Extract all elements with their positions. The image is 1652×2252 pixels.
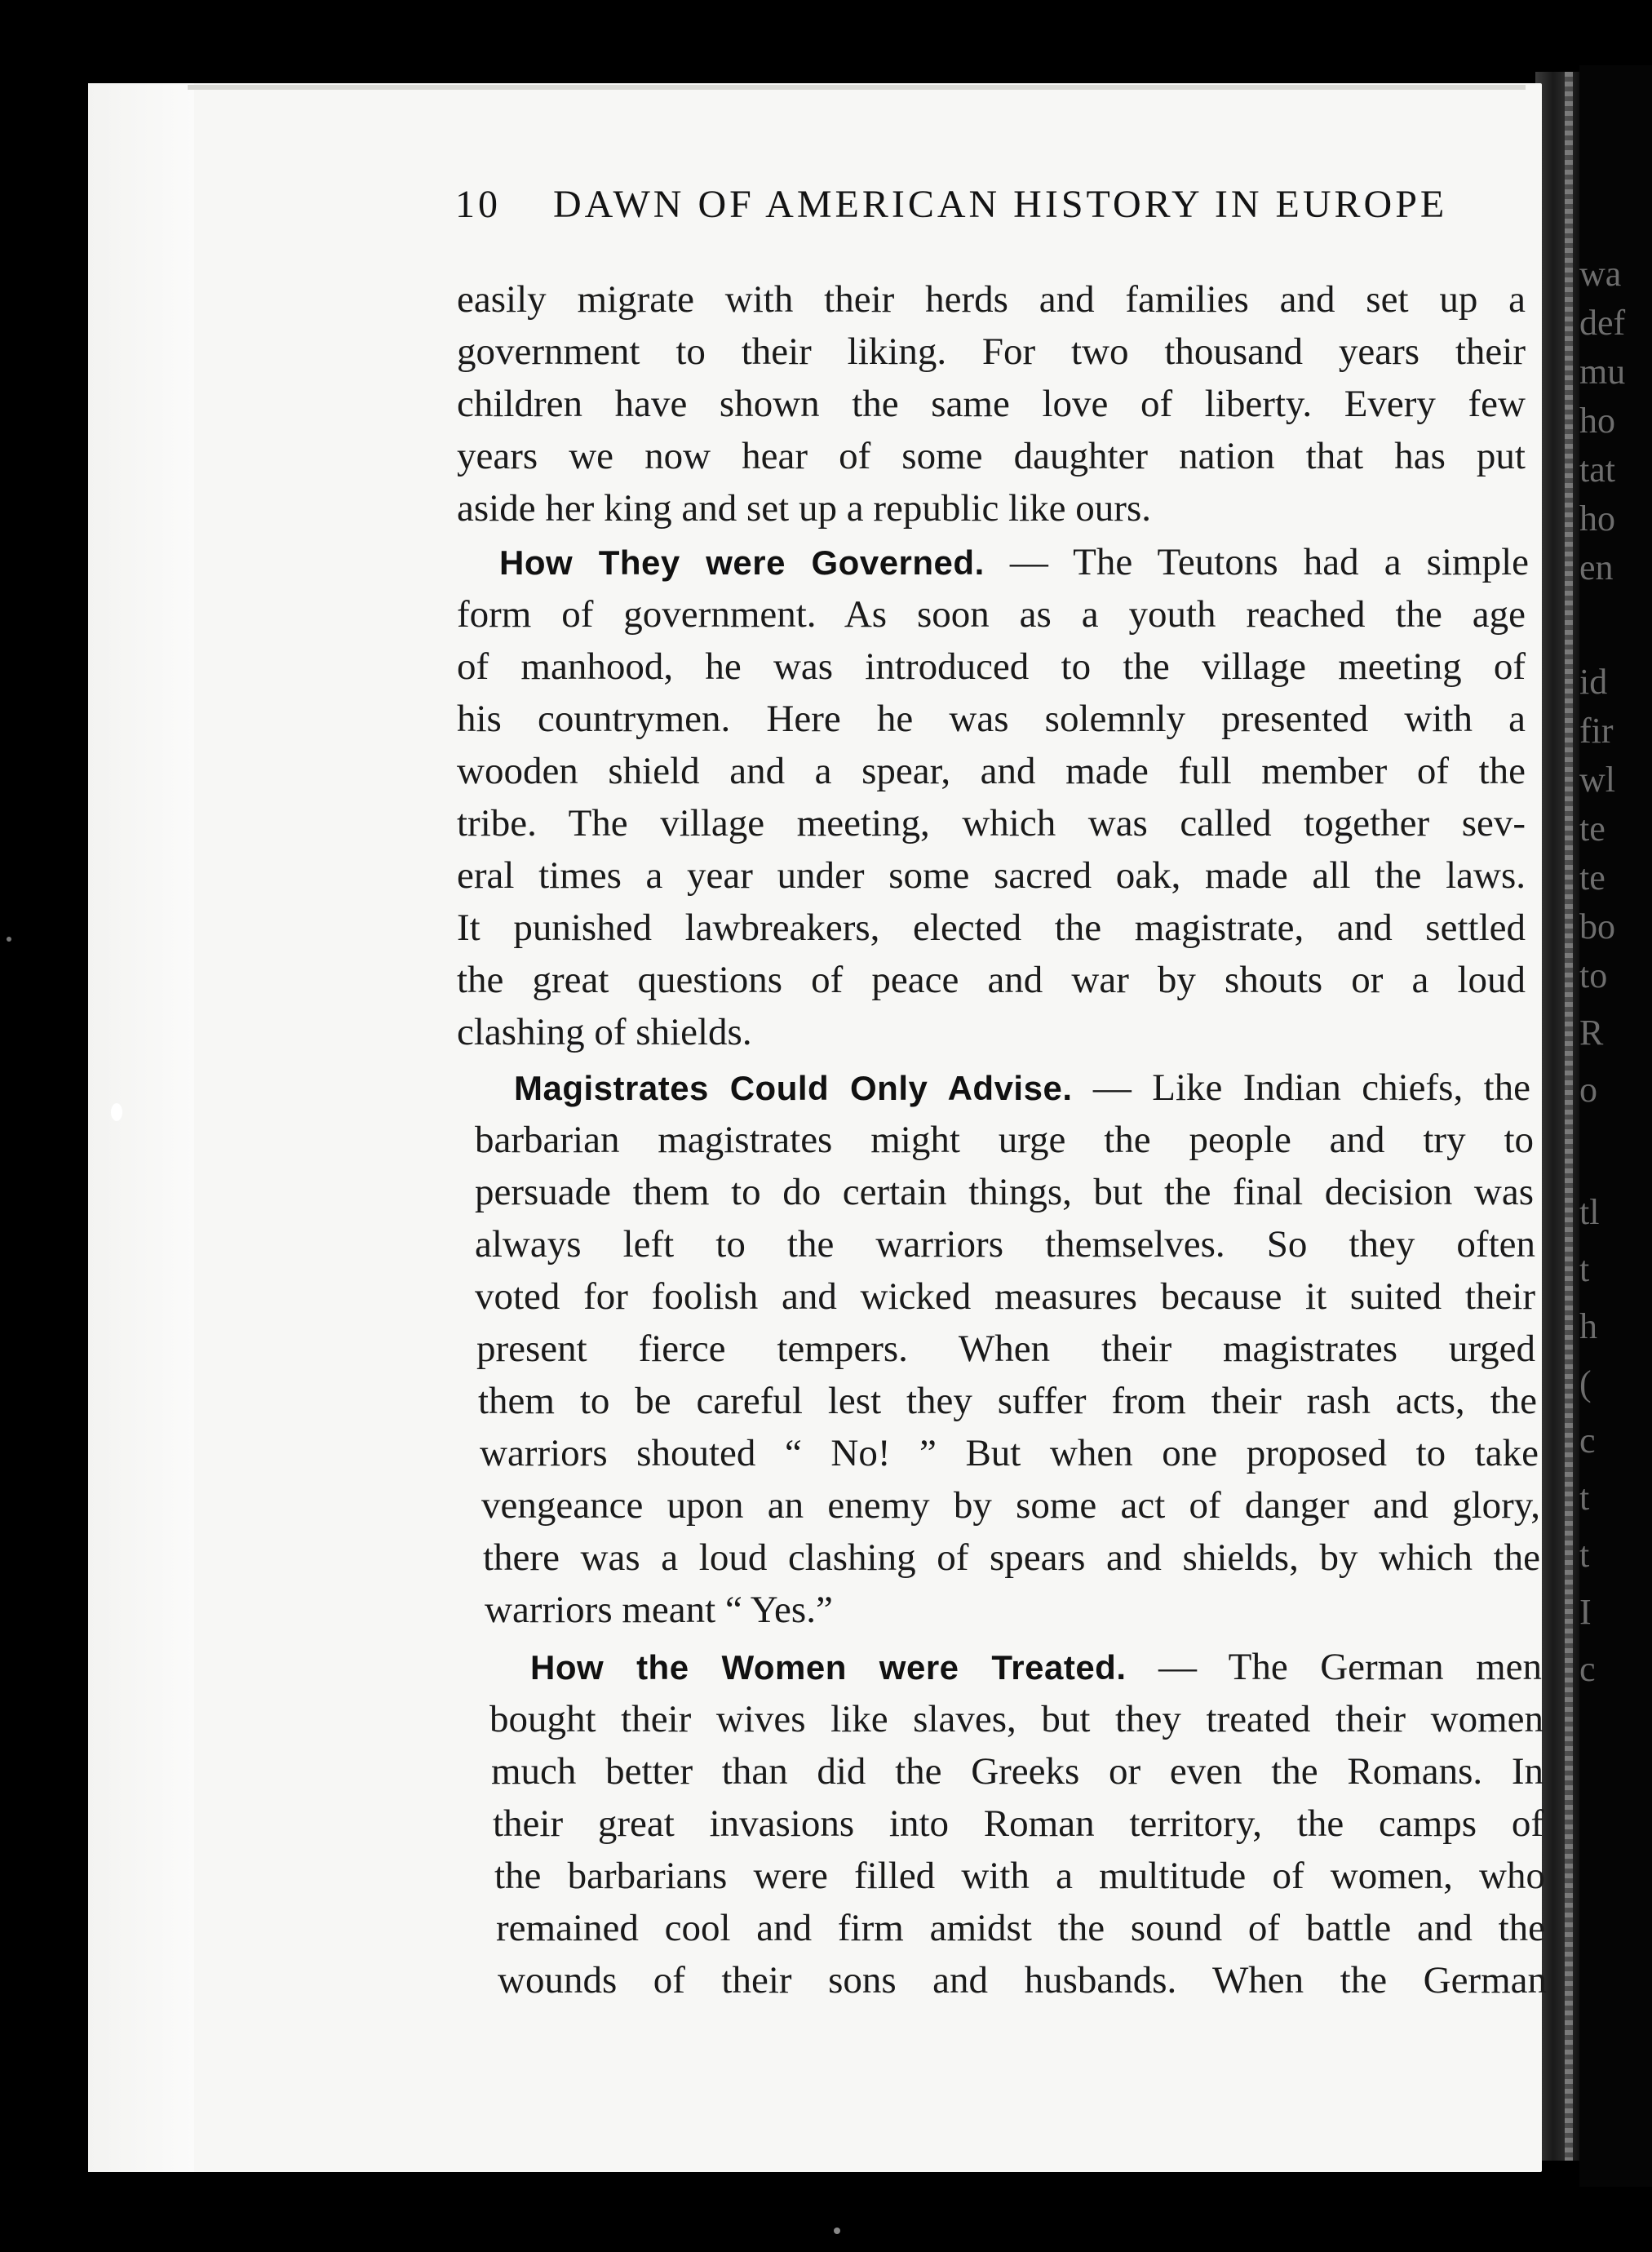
body-line: of manhood, he was introduced to the village meeting of bbox=[457, 645, 1526, 688]
body-line: wooden shield and a spear, and made full member of the bbox=[457, 750, 1526, 792]
body-line: wounds of their sons and husbands. When the German bbox=[498, 1959, 1547, 2002]
body-line: barbarian magistrates might urge the people and try to bbox=[475, 1119, 1534, 1161]
body-line: easily migrate with their herds and families and set up a bbox=[457, 278, 1526, 321]
running-title: DAWN OF AMERICAN HISTORY IN EUROPE bbox=[553, 183, 1448, 226]
scan-speck bbox=[7, 937, 11, 942]
body-line: children have shown the same love of liberty. Every few bbox=[457, 383, 1526, 425]
facing-page-text: def bbox=[1579, 303, 1626, 343]
facing-page-text: te bbox=[1579, 858, 1605, 898]
body-line: warriors shouted “ No! ” But when one proposed to take bbox=[480, 1432, 1539, 1474]
page-number: 10 bbox=[455, 183, 501, 226]
section-first-line bbox=[499, 540, 1529, 591]
facing-page-text: wa bbox=[1579, 254, 1622, 294]
body-text: — The Teutons had a simple bbox=[1009, 541, 1530, 583]
body-line: persuade them to do certain things, but the final decision was bbox=[475, 1171, 1534, 1213]
facing-page-text: en bbox=[1579, 547, 1614, 587]
body-line: remained cool and firm amidst the sound of battle and the bbox=[496, 1907, 1545, 1949]
section-first-line bbox=[514, 1066, 1530, 1116]
body-line: the barbarians were filled with a multitude of women, who bbox=[494, 1855, 1545, 1897]
facing-page-text: R bbox=[1579, 1013, 1604, 1053]
facing-page-text: mu bbox=[1579, 352, 1626, 392]
facing-page-text: ( bbox=[1579, 1363, 1592, 1403]
body-line: much better than did the Greeks or even the Romans. In bbox=[491, 1750, 1543, 1793]
facing-page-text: I bbox=[1579, 1592, 1592, 1632]
body-line: their great invasions into Roman territory, the camps of bbox=[493, 1802, 1543, 1845]
section-heading: How They were Governed. bbox=[499, 543, 985, 582]
body-line: always left to the warriors themselves. So they often bbox=[475, 1223, 1535, 1266]
body-line: his countrymen. Here he was solemnly presented with a bbox=[457, 698, 1526, 740]
facing-page-text: c bbox=[1579, 1649, 1596, 1689]
facing-page-text: tat bbox=[1579, 450, 1615, 490]
body-line: vengeance upon an enemy by some act of danger and glory, bbox=[481, 1484, 1540, 1527]
body-line: tribe. The village meeting, which was called together sev- bbox=[457, 802, 1526, 844]
facing-page-text: h bbox=[1579, 1306, 1597, 1346]
facing-page-text: te bbox=[1579, 809, 1605, 849]
page-top-edge bbox=[188, 85, 1526, 90]
facing-page-text: c bbox=[1579, 1421, 1596, 1461]
page-gutter-shading bbox=[88, 83, 194, 2172]
scan-speck bbox=[111, 1103, 122, 1121]
facing-page-text: o bbox=[1579, 1070, 1597, 1110]
facing-page-text: to bbox=[1579, 955, 1608, 995]
body-line: eral times a year under some sacred oak, made all the laws. bbox=[457, 854, 1526, 897]
body-line: them to be careful lest they suffer from their rash acts, the bbox=[478, 1380, 1537, 1422]
facing-page-text: id bbox=[1579, 662, 1608, 702]
body-line: It punished lawbreakers, elected the magistrate, and settled bbox=[457, 907, 1526, 949]
scan-speck bbox=[834, 2228, 840, 2234]
body-text: — Like Indian chiefs, the bbox=[1092, 1066, 1530, 1109]
facing-page-text: ho bbox=[1579, 401, 1615, 441]
body-line: government to their liking. For two thousand years their bbox=[457, 330, 1526, 373]
body-line: aside her king and set up a republic like ours. bbox=[457, 487, 1151, 530]
body-line: voted for foolish and wicked measures because it suited their bbox=[475, 1275, 1535, 1318]
running-head bbox=[455, 182, 1448, 239]
body-line: there was a loud clashing of spears and shields, by which the bbox=[483, 1536, 1540, 1579]
facing-page-text: tl bbox=[1579, 1192, 1600, 1232]
body-line: years we now hear of some daughter nation that has put bbox=[457, 435, 1526, 477]
facing-page-fragment bbox=[1579, 65, 1652, 2187]
facing-page-text: t bbox=[1579, 1478, 1590, 1518]
facing-page-text: t bbox=[1579, 1535, 1590, 1575]
body-line: form of government. As soon as a youth reached the age bbox=[457, 593, 1526, 636]
page-stack-edge bbox=[1565, 72, 1573, 2161]
body-line: present fierce tempers. When their magistrates urged bbox=[476, 1328, 1535, 1370]
section-heading: How the Women were Treated. bbox=[530, 1648, 1127, 1687]
body-line: clashing of shields. bbox=[457, 1011, 752, 1053]
facing-page-text: t bbox=[1579, 1249, 1590, 1289]
facing-page-text: fir bbox=[1579, 711, 1614, 751]
body-line: warriors meant “ Yes.” bbox=[485, 1589, 833, 1631]
section-heading: Magistrates Could Only Advise. bbox=[514, 1069, 1073, 1107]
body-line: bought their wives like slaves, but they treated their women bbox=[489, 1698, 1543, 1740]
body-text: — The German men bbox=[1158, 1646, 1543, 1688]
facing-page-text: bo bbox=[1579, 907, 1615, 946]
body-line: the great questions of peace and war by shouts or a loud bbox=[457, 959, 1526, 1001]
facing-page-text: ho bbox=[1579, 499, 1615, 539]
section-first-line bbox=[530, 1645, 1542, 1696]
facing-page-text: wl bbox=[1579, 760, 1615, 800]
